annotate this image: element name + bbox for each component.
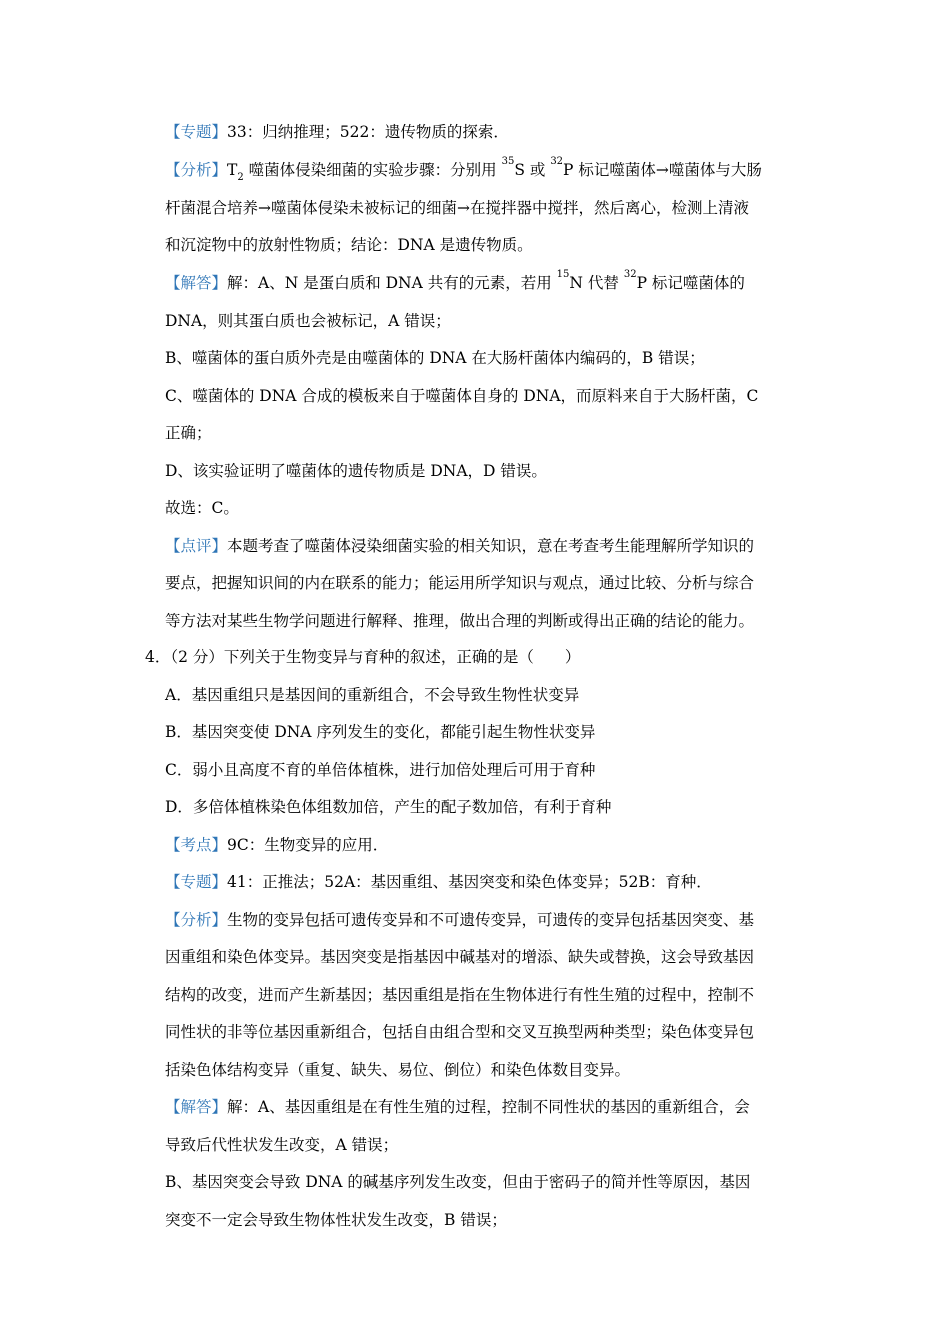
q3-answer-line-7: 故选：C。 <box>165 499 239 517</box>
q3-comment-text: 本题考查了噬菌体浸染细菌实验的相关知识，意在考查考生能理解所学知识的 <box>227 537 755 555</box>
q3-comment-line-1 <box>165 535 754 557</box>
q4-analysis-line-1 <box>165 909 754 931</box>
q4-point-line <box>165 834 388 856</box>
comment-tag: 【点评】 <box>165 537 228 555</box>
q4-point-text: 9C：生物变异的应用． <box>227 836 389 854</box>
q3-comment-line-2: 要点，把握知识间的内在联系的能力；能运用所学知识与观点，通过比较、分析与综合 <box>165 574 755 592</box>
q4-answer-line-2: 导致后代性状发生改变，A 错误； <box>165 1136 399 1154</box>
q3-answer-line-4: C、噬菌体的 DNA 合成的模板来自于噬菌体自身的 DNA，而原料来自于大肠杆菌，C <box>165 387 759 405</box>
q3-sup-32a: 32 <box>550 156 564 167</box>
q3-answer-line-1 <box>165 269 745 294</box>
q3-analysis-t-sub: 2 <box>237 172 244 183</box>
q4-answer-line-1 <box>165 1096 750 1118</box>
q3-topic-line <box>165 121 509 143</box>
q4-answer-line-4: 突变不一定会导致生物体性状发生改变，B 错误； <box>165 1211 507 1229</box>
q4-option-d: D．多倍体植株染色体组数加倍，产生的配子数加倍，有利于育种 <box>165 798 612 816</box>
q4-option-c: C．弱小且高度不育的单倍体植株，进行加倍处理后可用于育种 <box>165 761 596 779</box>
q4-topic-text: 41：正推法；52A：基因重组、基因突变和染色体变异；52B：育种． <box>227 873 712 891</box>
q3-sup-32b: 32 <box>623 269 637 280</box>
q4-stem: 4．（2 分）下列关于生物变异与育种的叙述，正确的是（ ） <box>145 648 581 666</box>
q3-analysis-line-1 <box>165 156 762 183</box>
q3-analysis-line-3: 和沉淀物中的放射性物质；结论：DNA 是遗传物质。 <box>165 236 533 254</box>
q4-answer-text: 解：A、基因重组是在有性生殖的过程，控制不同性状的基因的重新组合，会 <box>227 1098 750 1116</box>
q4-option-a: A．基因重组只是基因间的重新组合，不会导致生物性状变异 <box>165 686 580 704</box>
q4-analysis-line-5: 括染色体结构变异（重复、缺失、易位、倒位）和染色体数目变异。 <box>165 1061 631 1079</box>
q4-analysis-text: 生物的变异包括可遗传变异和不可遗传变异，可遗传的变异包括基因突变、基 <box>227 911 755 929</box>
q3-sup-15: 15 <box>556 269 570 280</box>
q4-topic-line <box>165 871 712 893</box>
q3-answer-a: 解：A、N 是蛋白质和 DNA 共有的元素，若用 <box>227 274 557 292</box>
q3-answer-b: N 代替 <box>569 274 624 292</box>
q3-analysis-line-2: 杆菌混合培养→噬菌体侵染未被标记的细菌→在搅拌器中搅拌，然后离心，检测上清液 <box>165 199 749 217</box>
q4-analysis-line-3: 结构的改变，进而产生新基因；基因重组是指在生物体进行有性生殖的过程中，控制不 <box>165 986 755 1004</box>
q3-analysis-a: 噬菌体侵染细菌的实验步骤：分别用 <box>243 161 502 179</box>
q3-answer-line-2: DNA，则其蛋白质也会被标记，A 错误； <box>165 312 451 330</box>
q4-answer-line-3: B、基因突变会导致 DNA 的碱基序列发生改变，但由于密码子的简并性等原因，基因 <box>165 1173 751 1191</box>
q3-analysis-c: P 标记噬菌体→噬菌体与大肠 <box>563 161 762 179</box>
q3-comment-line-3: 等方法对某些生物学问题进行解释、推理，做出合理的判断或得出正确的结论的能力。 <box>165 612 755 630</box>
q3-answer-line-6: D、该实验证明了噬菌体的遗传物质是 DNA，D 错误。 <box>165 462 547 480</box>
q3-answer-c: P 标记噬菌体的 <box>636 274 745 292</box>
q3-answer-line-3: B、噬菌体的蛋白质外壳是由噬菌体的 DNA 在大肠杆菌体内编码的，B 错误； <box>165 349 705 367</box>
topic-tag: 【专题】 <box>165 123 228 141</box>
q3-sup-35: 35 <box>501 156 515 167</box>
point-tag: 【考点】 <box>165 836 228 854</box>
q3-analysis-b: S 或 <box>514 161 551 179</box>
q4-analysis-line-2: 因重组和染色体变异。基因突变是指基因中碱基对的增添、缺失或替换，这会导致基因 <box>165 948 755 966</box>
topic-tag: 【专题】 <box>165 873 228 891</box>
analysis-tag: 【分析】 <box>165 161 228 179</box>
q4-analysis-line-4: 同性状的非等位基因重新组合，包括自由组合型和交叉互换型两种类型；染色体变异包 <box>165 1023 755 1041</box>
q3-answer-line-5: 正确； <box>165 424 212 442</box>
q3-topic-text: 33：归纳推理；522：遗传物质的探索． <box>227 123 509 141</box>
q4-option-b: B．基因突变使 DNA 序列发生的变化，都能引起生物性状变异 <box>165 723 596 741</box>
answer-tag: 【解答】 <box>165 1098 228 1116</box>
q3-analysis-t: T <box>227 161 238 179</box>
analysis-tag: 【分析】 <box>165 911 228 929</box>
answer-tag: 【解答】 <box>165 274 228 292</box>
